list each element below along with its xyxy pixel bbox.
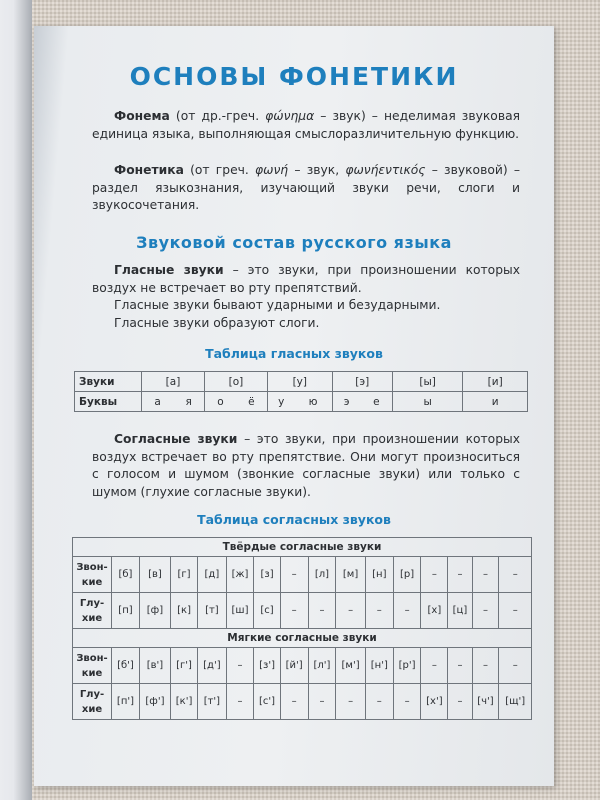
consonant-cell: – <box>448 684 472 720</box>
consonant-cell: – <box>421 557 448 593</box>
soft-voiced-row-label: Звон- кие <box>73 648 112 684</box>
vowel-letter: и <box>463 392 528 412</box>
vowel-letter: я <box>173 392 204 412</box>
consonant-cell: [в] <box>139 557 170 593</box>
consonant-cell: [в'] <box>139 648 170 684</box>
vowel-letters-row <box>75 392 528 412</box>
vowel-sound: [а] <box>142 372 205 392</box>
consonant-cell: – <box>472 557 499 593</box>
consonant-cell: [д] <box>198 557 227 593</box>
hard-consonants-header: Твёрдые согласные звуки <box>73 538 532 557</box>
consonant-cell: [ф] <box>139 593 170 629</box>
row-label-sounds: Звуки <box>75 372 142 392</box>
vowel-table-title: Таблица гласных звуков <box>205 346 383 361</box>
phonetics-greek-word-2: φωνήεντικός <box>345 163 426 177</box>
consonant-cell: [л'] <box>308 648 336 684</box>
consonant-cell: [б'] <box>112 648 140 684</box>
vowel-letter: ю <box>295 392 333 412</box>
consonant-cell: [с'] <box>254 684 280 720</box>
consonant-cell: – <box>499 593 532 629</box>
hard-voiced-row <box>73 557 532 593</box>
consonant-cell: – <box>448 648 472 684</box>
consonant-cell: – <box>336 593 366 629</box>
hard-consonants-header-row <box>73 538 532 557</box>
consonant-table-title: Таблица согласных звуков <box>197 512 391 527</box>
section-title: Звуковой состав русского языка <box>136 233 452 252</box>
consonant-cell: – <box>393 593 421 629</box>
consonant-table <box>72 537 532 720</box>
consonant-cell: [ф'] <box>139 684 170 720</box>
consonant-cell: [ц] <box>448 593 472 629</box>
vowel-sound: [у] <box>267 372 332 392</box>
vowel-letter: э <box>332 392 361 412</box>
vowel-sound: [ы] <box>392 372 462 392</box>
consonant-cell: – <box>472 593 499 629</box>
soft-voiceless-row-label: Глу- хие <box>73 684 112 720</box>
phonetics-origin-mid: – звук, <box>288 163 346 177</box>
vowel-letter: ы <box>392 392 462 412</box>
phoneme-definition-text: – звук) – неделимая звуковая единица языка, выполняющая смыслоразличительную функцию. <box>92 109 520 141</box>
consonant-cell: [к'] <box>170 684 197 720</box>
vowel-letter: а <box>142 392 174 412</box>
consonant-cell: [т'] <box>198 684 227 720</box>
consonant-cell: [н] <box>365 557 393 593</box>
soft-voiceless-row <box>73 684 532 720</box>
vowel-sound: [и] <box>463 372 528 392</box>
hard-voiceless-row-label: Глу- хие <box>73 593 112 629</box>
consonant-cell: [ч'] <box>472 684 499 720</box>
vowels-term: Гласные звуки <box>114 263 224 277</box>
consonants-definition <box>92 431 520 501</box>
soft-voiced-row <box>73 648 532 684</box>
consonant-cell: – <box>226 684 254 720</box>
vowels-definition-text: – это звуки, при произношении которых воздух не встречает во рту препятствий. <box>92 263 521 295</box>
consonant-cell: [х] <box>421 593 448 629</box>
vowels-definition <box>92 262 520 297</box>
consonant-cell: [д'] <box>198 648 227 684</box>
soft-consonants-header-row <box>73 629 532 648</box>
soft-consonants-header: Мягкие согласные звуки <box>73 629 532 648</box>
consonant-cell: – <box>448 557 472 593</box>
consonants-definition-text: – это звуки, при произношении которых воздух встречает во рту препятствие. Они могут произноситься с голосом и шумом (звонкие согласные звуки) или только с шумом (глухие согласные звуки). <box>92 432 520 499</box>
consonant-cell: – <box>226 648 254 684</box>
phonetics-definition <box>92 162 520 215</box>
vowel-letter: е <box>361 392 393 412</box>
row-label-letters: Буквы <box>75 392 142 412</box>
consonant-cell: [к] <box>170 593 197 629</box>
phonetics-greek-word-1: φωνή <box>255 163 289 177</box>
consonant-cell: [м'] <box>336 648 366 684</box>
consonant-cell: – <box>472 648 499 684</box>
consonant-cell: – <box>308 593 336 629</box>
consonant-cell: [с] <box>254 593 280 629</box>
phoneme-greek-word: φώνημα <box>265 109 315 123</box>
phonetics-term: Фонетика <box>114 163 184 177</box>
consonant-cell: – <box>280 557 308 593</box>
book-page <box>34 26 554 786</box>
consonant-cell: – <box>393 684 421 720</box>
consonant-cell: – <box>336 684 366 720</box>
vowel-sound: [э] <box>332 372 392 392</box>
phonetics-definition-text: – звуковой) – раздел языкознания, изучающий звуки речи, слоги и звукосочетания. <box>92 163 520 212</box>
consonant-cell: [щ'] <box>499 684 532 720</box>
vowel-letter: ё <box>236 392 268 412</box>
consonant-cell: – <box>308 684 336 720</box>
consonant-cell: – <box>499 557 532 593</box>
consonant-cell: [х'] <box>421 684 448 720</box>
vowels-stress-note: Гласные звуки бывают ударными и безударными. <box>114 298 441 312</box>
hard-voiceless-row <box>73 593 532 629</box>
vowel-sound: [о] <box>205 372 268 392</box>
phoneme-origin-prefix: (от др.-греч. <box>169 109 266 123</box>
consonant-cell: [р'] <box>393 648 421 684</box>
vowel-table <box>74 371 528 412</box>
phonetics-origin-prefix: (от греч. <box>183 163 256 177</box>
consonant-cell: [ш] <box>226 593 254 629</box>
consonant-cell: [р] <box>393 557 421 593</box>
consonant-cell: [й'] <box>280 648 308 684</box>
consonant-cell: [м] <box>336 557 366 593</box>
consonant-cell: – <box>365 684 393 720</box>
left-page-edge <box>0 0 32 800</box>
consonant-cell: [г'] <box>170 648 197 684</box>
consonants-term: Согласные звуки <box>114 432 238 446</box>
consonant-cell: [з] <box>254 557 280 593</box>
vowel-letter: о <box>205 392 236 412</box>
consonant-cell: – <box>421 648 448 684</box>
consonant-cell: [г] <box>170 557 197 593</box>
consonant-cell: [ж] <box>226 557 254 593</box>
consonant-cell: [т] <box>198 593 227 629</box>
consonant-cell: [п] <box>112 593 140 629</box>
page-title: ОСНОВЫ ФОНЕТИКИ <box>129 62 459 91</box>
vowel-letter: у <box>267 392 294 412</box>
consonant-cell: [п'] <box>112 684 140 720</box>
consonant-cell: [з'] <box>254 648 280 684</box>
consonant-cell: [н'] <box>365 648 393 684</box>
vowels-syllable-note: Гласные звуки образуют слоги. <box>114 316 320 330</box>
phoneme-definition <box>92 108 520 143</box>
vowel-sounds-row <box>75 372 528 392</box>
consonant-cell: – <box>280 593 308 629</box>
consonant-cell: [л] <box>308 557 336 593</box>
hard-voiced-row-label: Звон- кие <box>73 557 112 593</box>
consonant-cell: – <box>365 593 393 629</box>
consonant-cell: – <box>499 648 532 684</box>
consonant-cell: – <box>280 684 308 720</box>
consonant-cell: [б] <box>112 557 140 593</box>
phoneme-term: Фонема <box>114 109 170 123</box>
